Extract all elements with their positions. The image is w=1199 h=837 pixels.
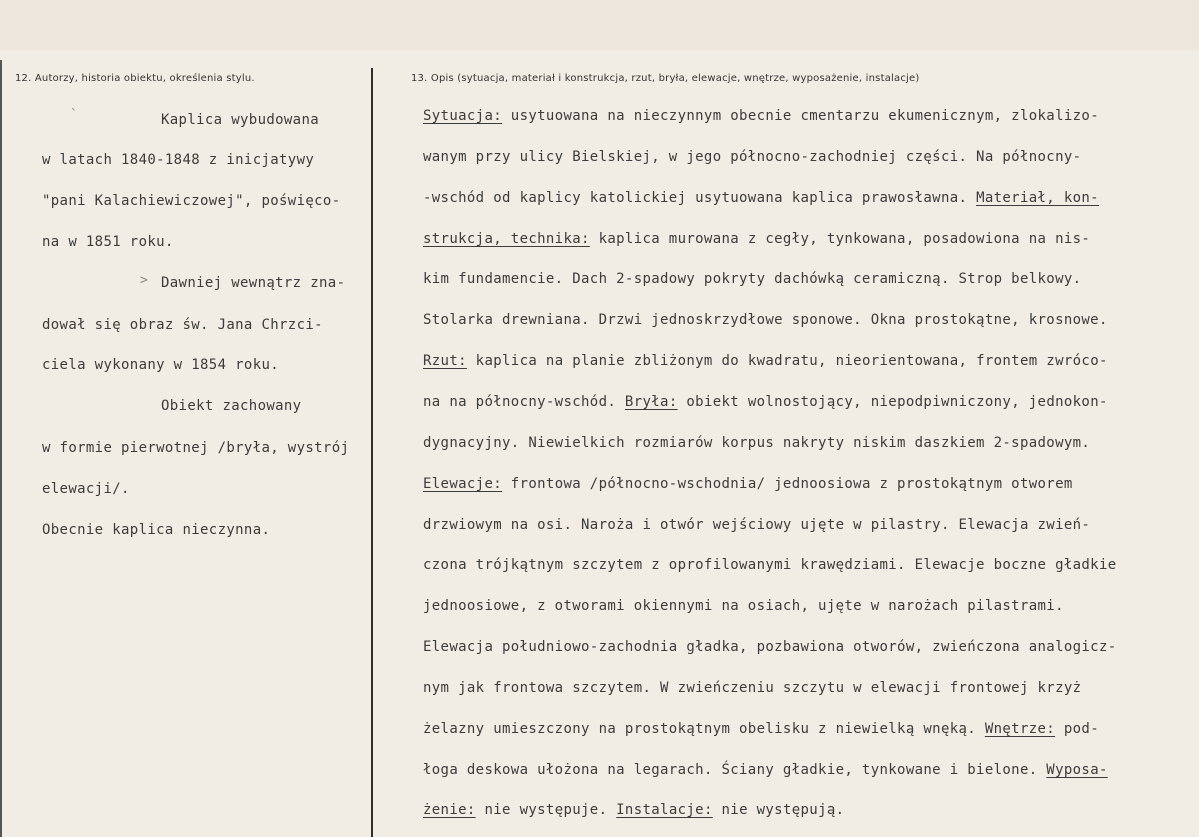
page-top-margin — [0, 0, 1199, 50]
description-text: czona trójkątnym szczytem z oprofilowanymi krawędziami. Elewacje boczne gładkie — [423, 557, 1117, 573]
description-line — [423, 435, 1090, 451]
left-margin-rule — [0, 60, 10, 837]
section-keyword: strukcja, technika: — [423, 231, 590, 247]
description-line — [423, 639, 1117, 655]
description-line — [423, 353, 1108, 369]
description-text: drzwiowym na osi. Naroża i otwór wejściowy ujęte w pilastry. Elewacja zwień- — [423, 517, 1091, 533]
history-line: w latach 1840-1848 z inicjatywy — [42, 152, 315, 168]
description-text: Elewacja południowo-zachodnia gładka, pozbawiona otworów, zwieńczona analogicz- — [423, 639, 1117, 655]
section-keyword: Bryła: — [624, 394, 678, 410]
stray-mark: > — [140, 273, 148, 288]
description-text: pod- — [1055, 721, 1099, 737]
history-line: w formie pierwotnej /bryła, wystrój — [42, 440, 350, 456]
section-keyword: Sytuacja: — [423, 108, 503, 124]
description-text: na na północny-wschód. — [423, 394, 625, 410]
description-text: nie występują. — [712, 802, 845, 818]
description-text: kaplica murowana z cegły, tynkowana, posadowiona na nis- — [589, 231, 1091, 247]
description-text: nym jak frontowa szczytem. W zwieńczeniu szczytu w elewacji frontowej krzyż — [423, 680, 1082, 696]
description-line — [423, 394, 1108, 410]
section-keyword: żenie: — [423, 802, 476, 818]
history-line: "pani Kalachiewiczowej", poświęco- — [42, 193, 341, 209]
description-line — [423, 802, 844, 818]
section-keyword: Instalacje: — [616, 802, 713, 818]
description-text: obiekt wolnostojący, niepodpiwniczony, jednokon- — [677, 394, 1108, 410]
description-line — [423, 557, 1117, 573]
description-text: frontowa /północno-wschodnia/ jednoosiowa z prostokątnym otworem — [502, 476, 1073, 492]
section-keyword: Wnętrze: — [984, 721, 1056, 737]
stray-mark: ` — [70, 108, 78, 123]
section-12-header: 12. Autorzy, historia obiektu, określenia stylu. — [15, 73, 255, 84]
description-line — [423, 312, 1108, 328]
description-line — [423, 721, 1099, 737]
description-text: usytuowana na nieczynnym obecnie cmentarzu ekumenicznym, zlokalizo- — [502, 108, 1099, 124]
history-line: Dawniej wewnątrz zna- — [161, 275, 346, 291]
section-keyword: Wyposa- — [1046, 762, 1108, 778]
description-text: -wschód od kaplicy katolickiej usytuowana kaplica prawosławna. — [423, 190, 977, 206]
description-text: nie występuje. — [475, 802, 617, 818]
history-line: Kaplica wybudowana — [161, 112, 320, 128]
description-text: kim fundamencie. Dach 2-spadowy pokryty dachówką ceramiczną. Strop belkowy. — [423, 271, 1082, 287]
history-line: dował się obraz św. Jana Chrzci- — [42, 317, 323, 333]
section-keyword: Materiał, kon- — [976, 190, 1099, 206]
history-line: Obecnie kaplica nieczynna. — [42, 522, 271, 538]
description-text: dygnacyjny. Niewielkich rozmiarów korpus nakryty niskim daszkiem 2-spadowym. — [423, 435, 1091, 451]
description-line — [423, 108, 1099, 124]
description-line — [423, 680, 1081, 696]
description-line — [423, 598, 1064, 614]
description-text: Stolarka drewniana. Drzwi jednoskrzydłowe sponowe. Okna prostokątne, krosnowe. — [423, 312, 1108, 328]
description-text: wanym przy ulicy Bielskiej, w jego północno-zachodniej części. Na północny- — [423, 149, 1082, 165]
description-text: żelazny umieszczony na prostokątnym obelisku z niewielką wnęką. — [423, 721, 985, 737]
history-line: Obiekt zachowany — [161, 398, 302, 414]
history-line: ciela wykonany w 1854 roku. — [42, 357, 280, 373]
description-line — [423, 476, 1073, 492]
column-divider — [371, 68, 373, 837]
description-text: kaplica na planie zbliżonym do kwadratu, nieorientowana, frontem zwróco- — [466, 353, 1108, 369]
description-line — [423, 149, 1081, 165]
description-text: jednoosiowe, z otworami okiennymi na osiach, ujęte w narożach pilastrami. — [423, 598, 1064, 614]
section-keyword: Rzut: — [423, 353, 467, 369]
history-line: na w 1851 roku. — [42, 234, 174, 250]
description-text: łoga deskowa ułożona na legarach. Ściany gładkie, tynkowane i bielone. — [423, 762, 1047, 778]
history-line: elewacji/. — [42, 481, 130, 497]
description-line — [423, 271, 1081, 287]
description-line — [423, 190, 1099, 206]
description-line — [423, 231, 1090, 247]
description-line — [423, 517, 1090, 533]
description-line — [423, 762, 1108, 778]
section-keyword: Elewacje: — [423, 476, 503, 492]
section-13-header: 13. Opis (sytuacja, materiał i konstrukcja, rzut, bryła, elewacje, wnętrze, wyposażenie, instalacje) — [411, 73, 920, 84]
